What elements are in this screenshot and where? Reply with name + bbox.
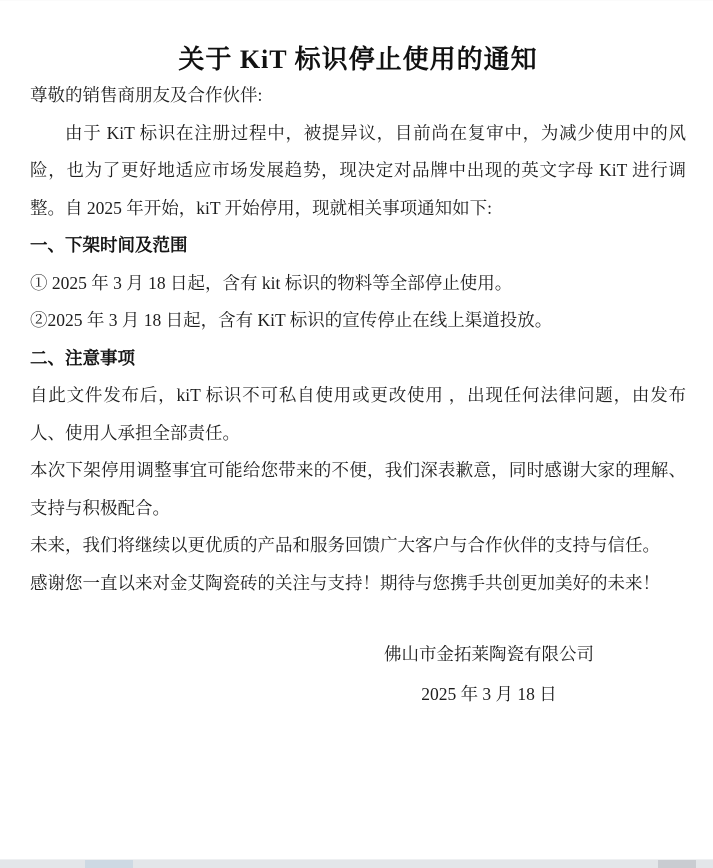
signature-date: 2025 年 3 月 18 日 (421, 684, 557, 704)
section-2-paragraph-3: 未来，我们将继续以更优质的产品和服务回馈广大客户与合作伙伴的支持与信任。 (30, 535, 660, 555)
section-2-paragraph-2: 本次下架停用调整事宜可能给您带来的不便，我们深表歉意，同时感谢大家的理解、支持与积极配合。 (30, 460, 686, 518)
bottom-edge-bar (0, 859, 713, 868)
section-1-item-2: ②2025 年 3 月 18 日起，含有 KiT 标识的宣传停止在线上渠道投放。 (30, 310, 553, 330)
section-2-paragraph-4: 感谢您一直以来对金艾陶瓷砖的关注与支持！期待与您携手共创更加美好的未来！ (30, 572, 660, 593)
document-content (30, 43, 686, 714)
intro-paragraph: 由于 KiT 标识在注册过程中，被提异议，目前尚在复审中，为减少使用中的风险，也为了更好地适应市场发展趋势，现决定对品牌中出现的英文字母 KiT 进行调整。自 2025 年开始，kiT 开始停用，现就相关事项通知如下: (30, 122, 686, 218)
bottom-bar-gray-segment (658, 860, 696, 868)
signature-company: 佛山市金拓莱陶瓷有限公司 (384, 644, 594, 664)
section-2-heading: 二、注意事项 (30, 347, 135, 368)
salutation-line: 尊敬的销售商朋友及合作伙伴: (30, 85, 263, 105)
section-2-paragraph-1: 自此文件发布后，kiT 标识不可私自使用或更改使用 ，出现任何法律问题，由发布人、使用人承担全部责任。 (30, 385, 686, 443)
bottom-bar-blue-segment (85, 860, 133, 868)
section-1-heading: 一、下架时间及范围 (30, 235, 188, 255)
signature-block (349, 634, 629, 714)
page-title: 关于 KiT 标识停止使用的通知 (178, 45, 538, 74)
section-1-item-1: ① 2025 年 3 月 18 日起，含有 kit 标识的物料等全部停止使用。 (30, 272, 513, 293)
